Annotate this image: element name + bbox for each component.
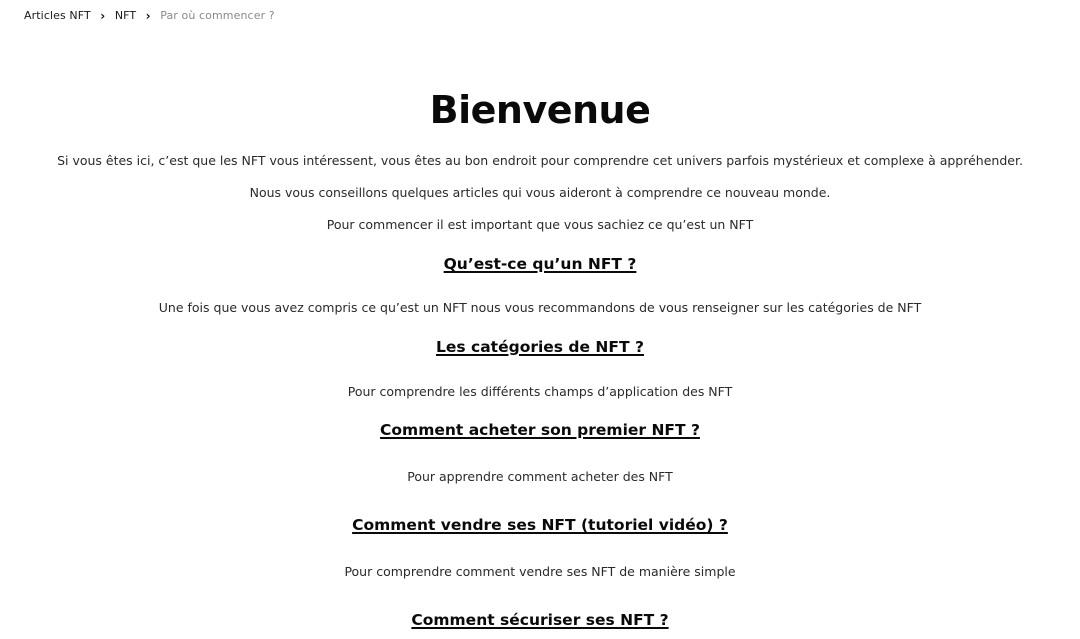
section-description-nft-categories: Pour comprendre les différents champs d’application des NFT — [347, 384, 733, 399]
section-description-buy-first-nft: Pour apprendre comment acheter des NFT — [407, 469, 673, 484]
page-title: Bienvenue — [429, 88, 651, 132]
breadcrumb — [24, 6, 275, 24]
section-heading-buy-first-nft — [0, 419, 1080, 441]
section-heading-nft-categories — [0, 336, 1080, 358]
breadcrumb-link-articles-nft[interactable]: Articles NFT — [24, 8, 91, 22]
section-heading-sell-nft — [0, 514, 1080, 536]
breadcrumb-separator-icon: › — [100, 9, 106, 23]
section-heading-what-is-nft — [0, 253, 1080, 275]
link-buy-first-nft[interactable]: Comment acheter son premier NFT ? — [380, 421, 700, 439]
section-description-what-is-nft: Une fois que vous avez compris ce qu’est un NFT nous vous recommandons de vous renseigner sur les catégories de NFT — [158, 300, 922, 315]
intro-paragraph-1: Si vous êtes ici, c’est que les NFT vous intéressent, vous êtes au bon endroit pour comprendre cet univers parfois mystérieux et complexe à appréhender. — [57, 153, 1023, 168]
breadcrumb-link-nft[interactable]: NFT — [114, 8, 137, 22]
link-nft-categories[interactable]: Les catégories de NFT ? — [436, 338, 644, 356]
link-secure-nft[interactable]: Comment sécuriser ses NFT ? — [411, 611, 669, 629]
intro-paragraph-2: Nous vous conseillons quelques articles qui vous aideront à comprendre ce nouveau monde. — [249, 185, 831, 200]
link-sell-nft[interactable]: Comment vendre ses NFT (tutoriel vidéo) ? — [352, 516, 728, 534]
link-what-is-nft[interactable]: Qu’est-ce qu’un NFT ? — [443, 255, 637, 273]
breadcrumb-current: Par où commencer ? — [160, 8, 275, 22]
section-description-sell-nft: Pour comprendre comment vendre ses NFT de manière simple — [344, 564, 736, 579]
section-heading-secure-nft — [0, 609, 1080, 631]
breadcrumb-separator-icon: › — [145, 9, 151, 23]
intro-paragraph-3: Pour commencer il est important que vous sachiez ce qu’est un NFT — [326, 217, 754, 232]
